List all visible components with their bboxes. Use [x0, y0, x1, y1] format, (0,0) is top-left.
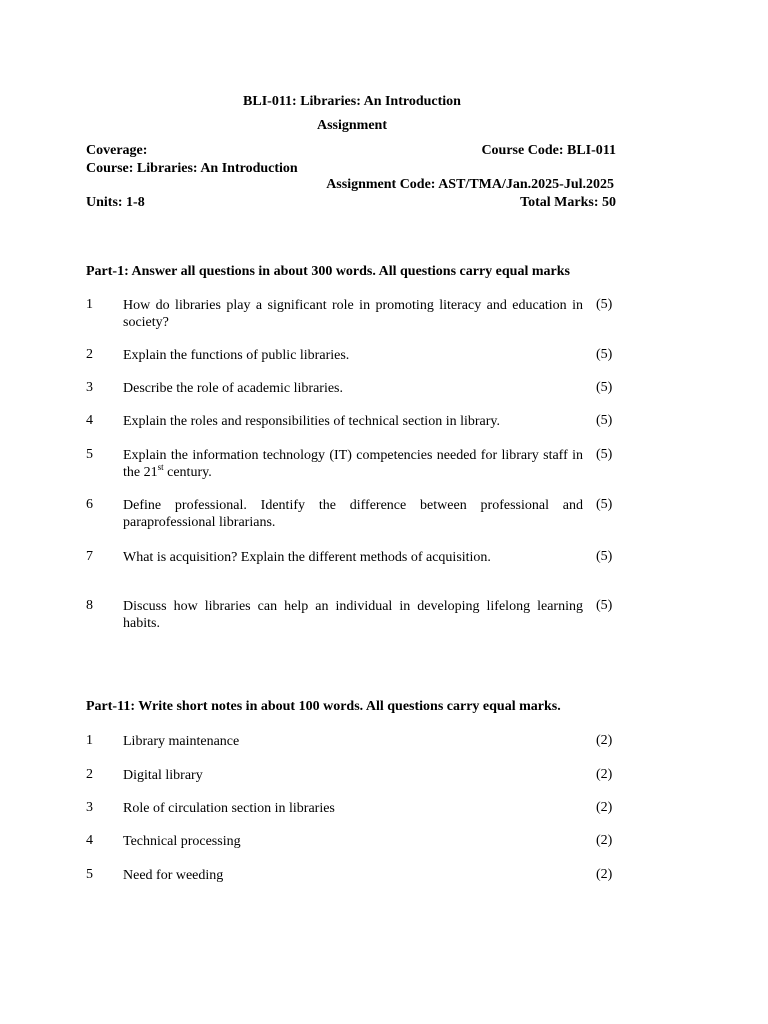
question-number: 4 [86, 413, 93, 428]
question-number: 8 [86, 598, 93, 613]
question-marks: (5) [596, 380, 613, 395]
course-code: Course Code: BLI-011 [481, 143, 616, 158]
document-subtitle: Assignment [316, 118, 387, 133]
question-text: How do libraries play a significant role in promoting literacy and education in society? [123, 298, 583, 330]
question-text: Need for weeding [123, 868, 224, 883]
units: Units: 1-8 [86, 195, 145, 210]
question-marks: (5) [596, 497, 613, 512]
course-name: Course: Libraries: An Introduction [86, 161, 298, 176]
question-text: What is acquisition? Explain the different methods of acquisition. [123, 550, 491, 565]
question-number: 1 [86, 297, 93, 312]
question-marks: (5) [596, 413, 613, 428]
question-marks: (2) [596, 767, 613, 782]
question-marks: (5) [596, 549, 613, 564]
question-text: Discuss how libraries can help an individual in developing lifelong learning habits. [123, 599, 583, 631]
question-text: Library maintenance [123, 734, 240, 749]
question-number: 1 [86, 733, 93, 748]
question-marks: (2) [596, 800, 613, 815]
question-text: Explain the roles and responsibilities of technical section in library. [123, 414, 500, 429]
question-text: Explain the information technology (IT) competencies needed for library staff in the 21st century. [123, 448, 583, 480]
question-marks: (2) [596, 733, 613, 748]
part2-heading: Part-11: Write short notes in about 100 words. All questions carry equal marks. [86, 699, 561, 714]
question-marks: (5) [596, 598, 613, 613]
question-text: Describe the role of academic libraries. [123, 381, 344, 396]
question-marks: (2) [596, 867, 613, 882]
question-text: Define professional. Identify the difference between professional and paraprofessional librarians. [123, 498, 583, 530]
question-marks: (5) [596, 347, 613, 362]
question-marks: (5) [596, 297, 613, 312]
question-marks: (5) [596, 447, 613, 462]
question-number: 3 [86, 800, 93, 815]
document-title: BLI-011: Libraries: An Introduction [243, 94, 461, 109]
question-number: 5 [86, 447, 93, 462]
question-number: 2 [86, 347, 93, 362]
question-text: Explain the functions of public libraries. [123, 348, 350, 363]
question-text: Digital library [123, 768, 203, 783]
total-marks: Total Marks: 50 [520, 195, 616, 210]
question-number: 2 [86, 767, 93, 782]
assignment-code: Assignment Code: AST/TMA/Jan.2025-Jul.2025 [326, 177, 614, 192]
coverage-label: Coverage: [86, 143, 148, 158]
question-number: 5 [86, 867, 93, 882]
question-text: Technical processing [123, 834, 241, 849]
part1-heading: Part-1: Answer all questions in about 300 words. All questions carry equal marks [86, 264, 570, 279]
question-number: 3 [86, 380, 93, 395]
question-number: 6 [86, 497, 93, 512]
question-number: 4 [86, 833, 93, 848]
question-text: Role of circulation section in libraries [123, 801, 335, 816]
question-marks: (2) [596, 833, 613, 848]
question-number: 7 [86, 549, 93, 564]
